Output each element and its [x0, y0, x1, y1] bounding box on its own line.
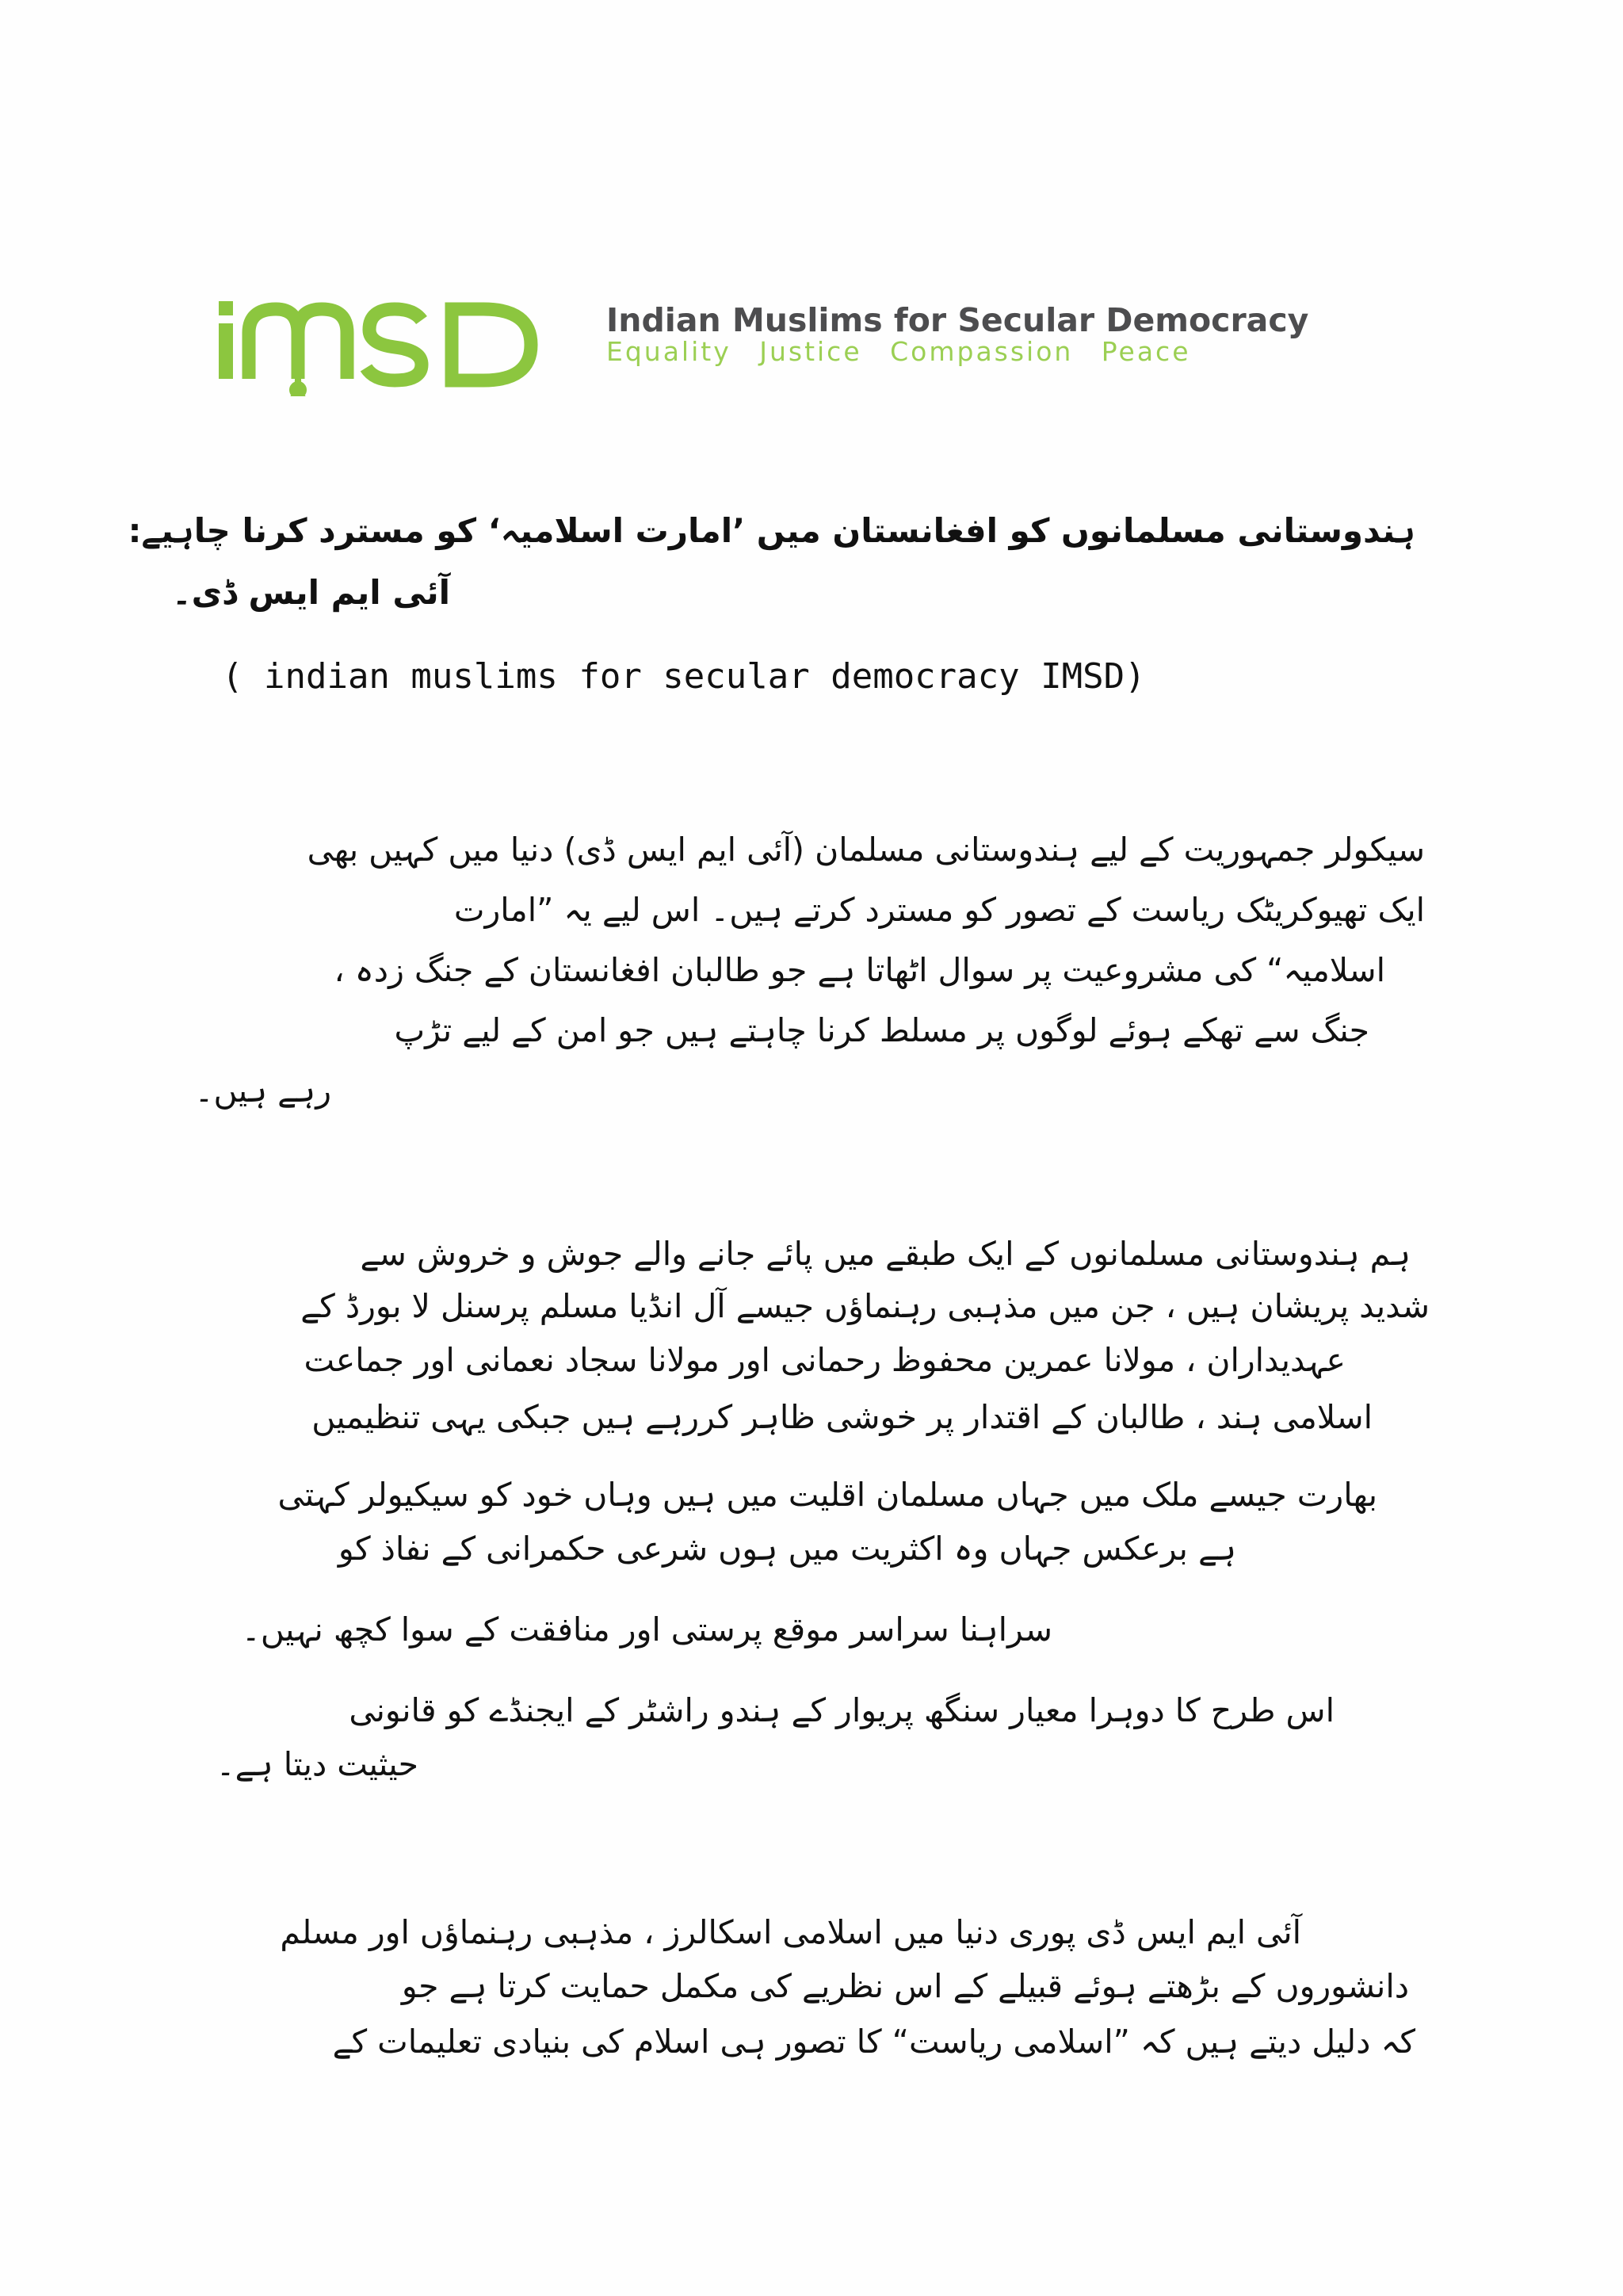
organization-name: Indian Muslims for Secular Democracy	[606, 301, 1309, 339]
paragraph-3-line: ہے برعکس جہاں وہ اکثریت میں ہوں شرعی حکمرانی کے نفاذ کو	[338, 1530, 1236, 1568]
paragraph-2-line: اسلامی ہند ، طالبان کے اقتدار پر خوشی ظاہر کررہے ہیں جبکی یہی تنظیمیں	[311, 1398, 1373, 1436]
title-line-1: ہندوستانی مسلمانوں کو افغانستان میں ’امارت اسلامیہ‘ کو مسترد کرنا چاہیے:	[128, 511, 1415, 550]
paragraph-2-line: عہدیداران ، مولانا عمرین محفوظ رحمانی اور مولانا سجاد نعمانی اور جماعت	[304, 1341, 1346, 1379]
imsd-logo-icon	[214, 285, 563, 396]
paragraph-1-line: اسلامیہ“ کی مشروعیت پر سوال اٹھاتا ہے جو طالبان افغانستان کے جنگ زدہ ،	[334, 951, 1385, 989]
paragraph-5-line: حیثیت دیتا ہے۔	[216, 1745, 418, 1783]
paragraph-3-line: بھارت جیسے ملک میں جہاں مسلمان اقلیت میں ہیں وہاں خود کو سیکیولر کہتی	[277, 1476, 1377, 1514]
paragraph-1-line: سیکولر جمہوریت کے لیے ہندوستانی مسلمان (آئی ایم ایس ڈی) دنیا میں کہیں بھی	[307, 831, 1425, 869]
organization-tagline: Equality Justice Compassion Peace	[606, 336, 1191, 367]
paragraph-6-line: کہ دلیل دیتے ہیں کہ ”اسلامی ریاست“ کا تصور ہی اسلام کی بنیادی تعلیمات کے	[332, 2023, 1415, 2061]
paragraph-6-line: آئی ایم ایس ڈی پوری دنیا میں اسلامی اسکالرز ، مذہبی رہنماؤں اور مسلم	[280, 1913, 1301, 1951]
paragraph-4-line: سراہنا سراسر موقع پرستی اور منافقت کے سوا کچھ نہیں۔	[241, 1610, 1052, 1648]
paragraph-5-line: اس طرح کا دوہرا معیار سنگھ پریوار کے ہندو راشٹر کے ایجنڈے کو قانونی	[349, 1691, 1335, 1729]
imsd-logo	[214, 285, 1387, 396]
paragraph-1-line: رہے ہیں۔	[194, 1072, 331, 1110]
paragraph-2-line: ہم ہندوستانی مسلمانوں کے ایک طبقے میں پائے جانے والے جوش و خروش سے	[360, 1235, 1411, 1273]
paragraph-1-line: جنگ سے تھکے ہوئے لوگوں پر مسلط کرنا چاہتے ہیں جو امن کے لیے تڑپ	[394, 1011, 1369, 1049]
paragraph-1-line: ایک تھیوکریٹک ریاست کے تصور کو مسترد کرتے ہیں۔ اس لیے یہ ”امارت	[453, 891, 1425, 929]
title-line-2: آئی ایم ایس ڈی۔	[172, 573, 450, 612]
title-english: ( indian muslims for secular democracy IMSD)	[222, 656, 1146, 697]
paragraph-6-line: دانشوروں کے بڑھتے ہوئے قبیلے کے اس نظریے کی مکمل حمایت کرتا ہے جو	[401, 1967, 1409, 2005]
imsd-logo-mark	[214, 285, 563, 396]
paragraph-2-line: شدید پریشان ہیں ، جن میں مذہبی رہنماؤں جیسے آل انڈیا مسلم پرسنل لا بورڈ کے	[300, 1287, 1430, 1325]
